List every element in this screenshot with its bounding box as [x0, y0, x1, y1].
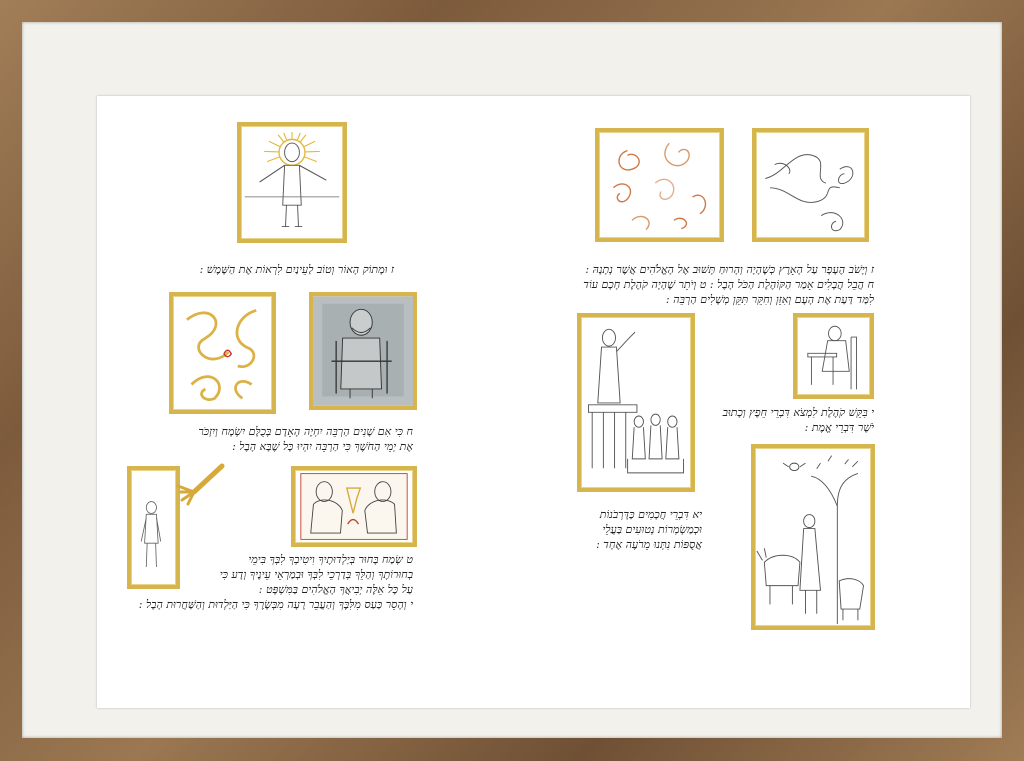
verse-block-sought-words: [723, 405, 874, 435]
verse-block-light: [200, 262, 394, 277]
illustration-pencil-swirls: [752, 128, 869, 242]
verse-line: לִמַּד דַּעַת אֶת הָעָם וְאִזֵּן וְחִקֵּר תִּקֵּן מְשָׁלִים הַרְבֵּה :: [665, 293, 874, 306]
verse-line: ז וּמָתוֹק הָאוֹר וְטוֹב לַעֵינַיִם לִרְאוֹת אֶת הַשָּׁמֶשׁ :: [199, 263, 394, 276]
verse-line: ז וְיָשֹׁב הֶעָפָר עַל הָאָרֶץ כְּשֶׁהָיָה וְהָרוּחַ תָּשׁוּב אֶל הָאֱלֹהִים אֲשֶׁר נְתָנָהּ :: [585, 263, 874, 276]
verse-line: יא דִּבְרֵי חֲכָמִים כַּדָּרְבֹנוֹת: [599, 508, 702, 521]
illustration-enthroned-figure: [309, 292, 417, 410]
illustration-feast-scene: [291, 466, 417, 547]
verse-line: בְחוּרוֹתֶךָ וְהַלֵּךְ בְּדַרְכֵי לִבְּךָ וּבְמַרְאֵי עֵינֶיךָ וְדָע כִּי: [219, 568, 413, 581]
verse-block-many-years: [198, 424, 413, 454]
verse-line: י בִּקֵּשׁ קֹהֶלֶת לִמְצֹא דִּבְרֵי חֵפֶץ וְכָתוּב: [722, 406, 874, 419]
verse-block-dust-returns: [583, 262, 874, 307]
verse-block-words-of-wise: [596, 507, 702, 552]
illustration-copper-swirls: [595, 128, 724, 242]
verse-line: וּכְמַשְׂמְרוֹת נְטוּעִים בַּעֲלֵי: [602, 523, 702, 536]
illustration-preacher-and-crowd: [577, 313, 695, 492]
verse-line: אֶת יְמֵי הַחֹשֶׁךְ כִּי הַרְבֵּה יִהְיוּ כָּל שֶׁבָּא הָבֶל :: [232, 440, 413, 453]
verse-line: יֹשֶׁר דִּבְרֵי אֱמֶת :: [804, 421, 874, 434]
verse-block-rejoice-youth: [139, 552, 413, 612]
illustration-scribe-at-desk: [793, 313, 874, 399]
golden-hand-glyph: [172, 462, 228, 507]
verse-line: עַל כָּל אֵלֶּה יְבִיאֲךָ הָאֱלֹהִים בַּמִּשְׁפָּט :: [258, 583, 413, 596]
illustration-gold-swirls: [169, 292, 276, 414]
illustration-shepherd-with-flock: [751, 444, 875, 630]
verse-line: י וְהָסֵר כַּעַס מִלִּבֶּךָ וְהַעֲבֵר רָעָה מִבְּשָׂרֶךָ כִּי הַיַּלְדוּת וְהַשַּׁחֲרוּת הָבֶל :: [138, 598, 413, 611]
verse-line: אֲסֻפּוֹת נִתְּנוּ מֵרֹעֶה אֶחָד :: [596, 538, 702, 551]
verse-line: ח הֲבֵל הֲבָלִים אָמַר הַקּוֹהֶלֶת הַכֹּל הָבֶל : ט וְיֹתֵר שֶׁהָיָה קֹהֶלֶת חָכָם עוֹד: [583, 278, 874, 291]
verse-line: ח כִּי אִם שָׁנִים הַרְבֵּה יִחְיֶה הָאָדָם בְּכֻלָּם יִשְׂמָח וְיִזְכֹּר: [198, 425, 413, 438]
illustration-radiant-figure: [237, 122, 347, 243]
verse-line: ט שְׂמַח בָּחוּר בְּיַלְדוּתֶיךָ וִיטִיבְךָ לִבְּךָ בִּימֵי: [248, 553, 413, 566]
